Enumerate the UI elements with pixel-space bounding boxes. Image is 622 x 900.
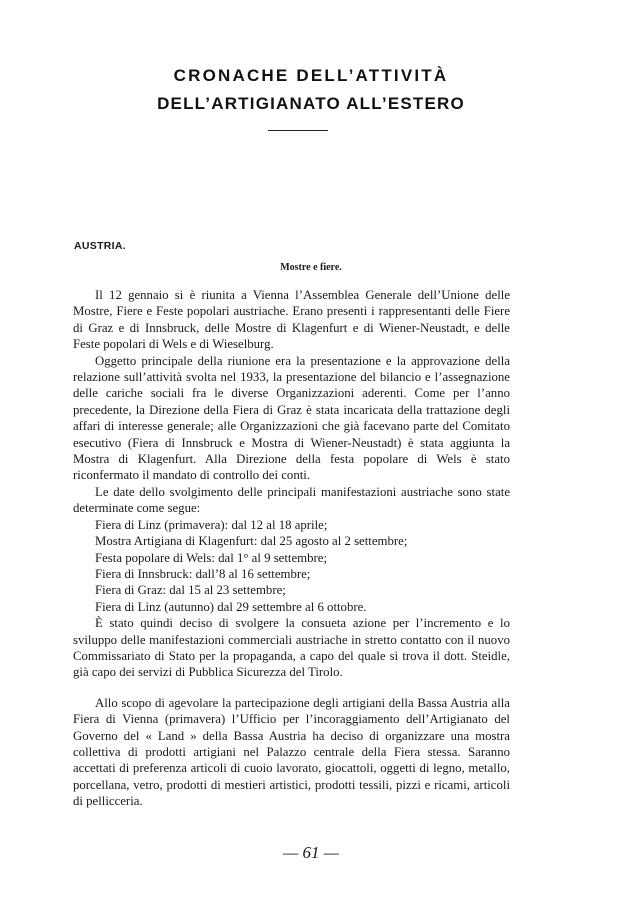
schedule-item: Festa popolare di Wels: dal 1° al 9 settembre; [95,550,328,565]
schedule-item: Mostra Artigiana di Klagenfurt: dal 25 agosto al 2 settembre; [95,534,408,549]
paragraph: È stato quindi deciso di svolgere la consueta azione per l’incremento e lo sviluppo delle manifestazioni commerciali austriache in stretto contatto con il nuovo Commissariato di Stato per la propaganda, a capo del quale si trova il dott. Steidle, già capo dei servizi di Pubblica Sicurezza del Tirolo. [73,616,510,680]
schedule-item: Fiera di Linz (primavera): dal 12 al 18 aprile; [95,517,328,532]
paragraph: Le date dello svolgimento delle principali manifestazioni austriache sono state determinate come segue: [73,484,510,516]
section-country-heading: AUSTRIA. [74,240,126,252]
paragraph: Allo scopo di agevolare la partecipazione degli artigiani della Bassa Austria alla Fiera di Vienna (primavera) l’Ufficio per l’incoraggiamento dell’Artigianato del Governo del « Land » della Bassa Austria ha deciso di organizzare una mostra collettiva di prodotti artigiani nel Palazzo centrale della Fiera stessa. Saranno accettati di preferenza articoli di cuoio lavorato, giocattoli, oggetti di legno, metallo, porcellana, vetro, prodotti di mestieri artistici, prodotti tessili, pizzi e ricami, articoli di pellicceria. [73,695,510,809]
paragraph: Oggetto principale della riunione era la presentazione e la approvazione della relazione sull’attività svolta nel 1933, la presentazione del bilancio e l’assegnazione delle cariche sociali fra le diverse Organizzazioni aderenti. Come per l’anno precedente, la Direzione della Fiera di Graz è stata incaricata della trattazione degli affari di interesse generale; alle Organizzazioni che già facevano parte del Comitato esecutivo (Fiera di Innsbruck e Mostra di Wiener-Neustadt) è stata aggiunta la Mostra di Klagenfurt. Alla Direzione della festa popolare di Wels è stato riconfermato il mandato di controllo dei conti. [73,353,510,483]
schedule-item: Fiera di Linz (autunno) dal 29 settembre al 6 ottobre. [95,599,367,614]
page-title-line-1: CRONACHE DELL’ATTIVITÀ [173,66,449,85]
page-number: — 61 — [283,843,339,862]
title-divider [268,130,328,131]
paragraph: Il 12 gennaio si è riunita a Vienna l’Assemblea Generale dell’Unione delle Mostre, Fiere e Feste popolari austriache. Erano presenti i rappresentanti delle Fiere di Graz e di Innsbruck, delle Mostre di Klagenfurt e di Wiener-Neustadt, e delle Feste popolari di Wels e di Wieselburg. [73,288,510,352]
schedule-item: Fiera di Innsbruck: dall’8 al 16 settembre; [95,566,311,581]
article-body [73,287,510,810]
page-title-line-2: DELL’ARTIGIANATO ALL’ESTERO [157,94,465,113]
section-subheading: Mostre e fiere. [280,262,342,273]
schedule-item: Fiera di Graz: dal 15 al 23 settembre; [95,583,286,598]
